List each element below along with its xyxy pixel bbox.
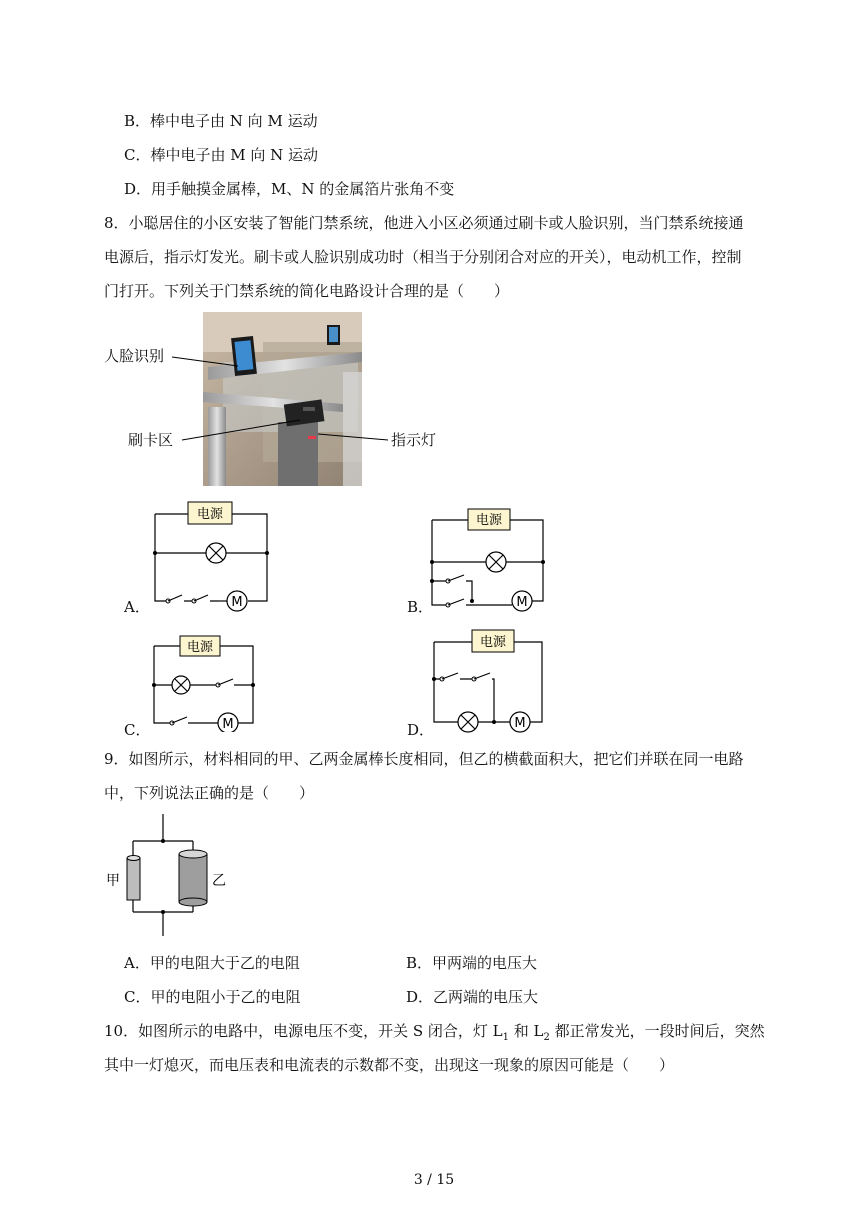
- circuit-a: [140, 498, 280, 616]
- rod-yi-label: 乙: [212, 873, 226, 889]
- indicator-light-label: 指示灯: [391, 431, 437, 449]
- circuit-b: [424, 505, 554, 617]
- page-number: 3 / 15: [413, 1172, 455, 1188]
- q10-stem-line1: 10．如图所示的电路中，电源电压不变，开关 S 闭合，灯 $L_1$ 和 $L_2$ 都正常发光，一段时间后，突然: [104, 1022, 765, 1043]
- power-source-label: 电源: [479, 635, 507, 650]
- power-source-label: 电源: [475, 513, 503, 528]
- motor-symbol: M: [514, 716, 526, 731]
- q8-option-c: C．: [124, 721, 151, 739]
- q8-option-d: D．: [407, 721, 435, 739]
- q9-option-c: C．甲的电阻小于乙的电阻: [124, 988, 301, 1006]
- power-source-label: 电源: [186, 640, 214, 655]
- q8-option-b: B．: [407, 598, 434, 616]
- q8-option-a: A．: [124, 598, 150, 616]
- motor-symbol: M: [222, 717, 234, 732]
- q7-option-d: D．用手触摸金属棒，M、N 的金属箔片张角不变: [124, 180, 455, 198]
- q9-option-a: A．甲的电阻大于乙的电阻: [124, 954, 300, 972]
- photo-leader-lines: [0, 0, 868, 500]
- q8-stem-line1: 8．小聪居住的小区安装了智能门禁系统，他进入小区必须通过刷卡或人脸识别，当门禁系统接通: [104, 214, 744, 232]
- circuit-c: [140, 632, 270, 732]
- q8-stem-line3: 门打开。下列关于门禁系统的简化电路设计合理的是（ ）: [104, 282, 510, 300]
- q7-option-b: B．棒中电子由 N 向 M 运动: [124, 112, 318, 130]
- q9-stem-line2: 中，下列说法正确的是（ ）: [104, 784, 315, 802]
- q9-option-d: D．乙两端的电压大: [406, 988, 539, 1006]
- face-recognition-label: 人脸识别: [104, 347, 165, 365]
- rod-jia-label: 甲: [106, 873, 120, 889]
- q7-option-c: C．棒中电子由 M 向 N 运动: [124, 146, 319, 164]
- motor-symbol: M: [516, 595, 528, 610]
- parallel-rods-figure: [100, 814, 240, 939]
- q10-stem-line2: 其中一灯熄灭，而电压表和电流表的示数都不变，出现这一现象的原因可能是（ ）: [104, 1056, 675, 1074]
- q9-option-b: B．甲两端的电压大: [406, 954, 538, 972]
- q8-stem-line2: 电源后，指示灯发光。刷卡或人脸识别成功时（相当于分别闭合对应的开关），电动机工作，控制: [104, 248, 742, 266]
- motor-symbol: M: [231, 595, 243, 610]
- circuit-d: [424, 626, 554, 734]
- power-source-label: 电源: [196, 507, 224, 522]
- q9-stem-line1: 9．如图所示，材料相同的甲、乙两金属棒长度相同，但乙的横截面积大，把它们并联在同一电路: [104, 750, 744, 768]
- card-area-label: 刷卡区: [128, 431, 174, 449]
